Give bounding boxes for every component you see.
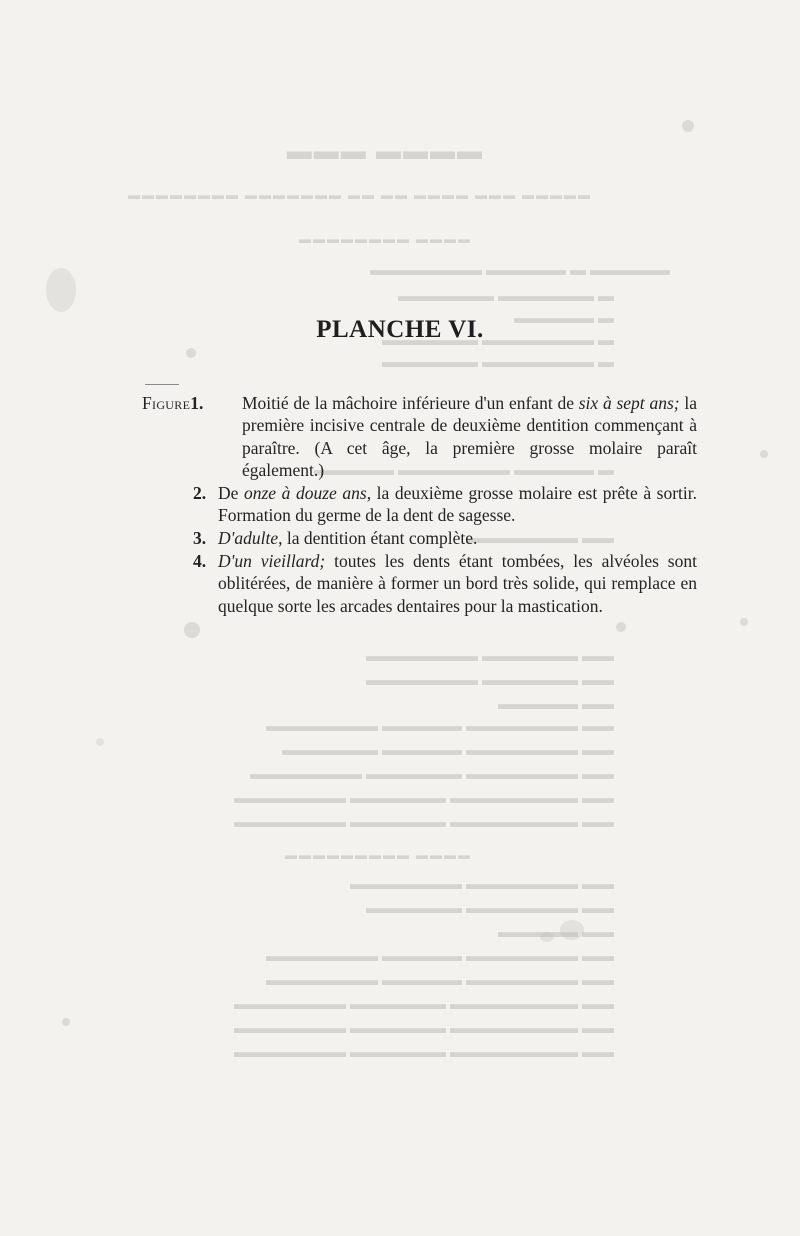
figure-word: Figure (142, 393, 191, 413)
paper-stain (740, 618, 748, 626)
figure-label (193, 527, 206, 549)
figure-number: 4. (193, 551, 207, 571)
figure-label (193, 550, 206, 572)
desc-age-italic: D'un vieillard; (218, 551, 326, 571)
figure-label (142, 392, 203, 414)
paper-stain (186, 348, 196, 358)
desc-text: , la deuxième grosse molaire est prête à sortir. Formation du germe de la dent de sagesse. (218, 483, 698, 526)
paper-stain (46, 268, 76, 312)
figure-number: 2. (193, 483, 207, 503)
figure-number: 1. (190, 393, 204, 413)
figure-description (218, 527, 697, 549)
desc-lead: De (218, 483, 244, 503)
desc-text: toutes les dents étant tombées, les alvéoles sont oblitérées, de manière à former un bord très solide, qui remplace en quelque sorte les arcades dentaires pour la mastication. (218, 551, 697, 616)
figure-description (242, 392, 697, 482)
paper-stain (540, 932, 554, 942)
desc-age-italic: D'adulte (218, 528, 279, 548)
desc-age-italic-cont: ans; (649, 393, 680, 413)
desc-age-italic: six à sept (578, 393, 645, 413)
paper-stain (96, 738, 104, 746)
desc-first-line: Moitié de la mâchoire inférieure d'un enfant de (242, 393, 579, 413)
desc-continuation: la première incisive centrale de deuxième dentition commençant à paraître. (A cet âge, la première grosse molaire paraît également.) (242, 393, 697, 481)
paper-stain (682, 120, 694, 132)
decorative-rule (145, 384, 179, 385)
paper-stain (616, 622, 626, 632)
paper-stain (560, 920, 584, 940)
figure-description (218, 482, 697, 527)
figure-number: 3. (193, 528, 207, 548)
figure-label (193, 482, 206, 504)
desc-age-italic: onze à douze ans (243, 483, 367, 503)
figure-description (218, 550, 697, 617)
plate-title: PLANCHE VI. (316, 316, 484, 343)
paper-stain (760, 450, 768, 458)
show-through: ▬▬▬▬ ▬▬▬ ▬▬▬▬▬ ▬▬▬ ▬▬▬▬ ▬▬ ▬▬ ▬▬▬▬▬▬▬ ▬▬▬▬▬▬▬▬ ▬▬▬▬ ▬▬▬▬▬▬▬▬ ▬▬▬▬▬ ▬ ▬▬▬▬▬ ▬▬▬▬▬▬▬ ▬ ▬▬▬▬▬▬ ▬▬▬▬▬▬ ▬ ▬▬▬▬▬ ▬ ▬▬▬▬▬▬▬ ▬▬▬▬▬▬ ▬ ▬▬▬▬▬▬▬ ▬▬▬▬▬▬ ▬ ▬▬▬▬▬ ▬▬▬▬▬▬▬ ▬▬▬▬▬ ▬▬ ▬▬▬▬▬▬▬ ▬▬ ▬▬▬▬▬▬ ▬▬▬▬▬▬▬ ▬▬ ▬▬▬▬▬▬ ▬▬▬▬▬▬▬ ▬▬ ▬▬▬▬▬ ▬▬ ▬▬▬▬▬▬▬ ▬▬▬▬▬ ▬▬▬▬▬▬▬ ▬▬ ▬▬▬▬▬▬▬ ▬▬▬▬▬ ▬▬▬▬▬▬ ▬▬ ▬▬▬▬▬▬▬ ▬▬▬▬▬▬ ▬▬▬▬▬▬▬ ▬▬ ▬▬▬▬▬▬▬▬ ▬▬▬▬▬▬ ▬▬▬▬▬▬▬ ▬▬ ▬▬▬▬▬▬▬▬ ▬▬▬▬▬▬ ▬▬▬▬▬▬▬ ▬▬▬▬ ▬▬▬▬▬▬▬▬▬ ▬▬ ▬▬▬▬▬▬▬ ▬▬▬▬▬▬▬ ▬▬ ▬▬▬▬▬▬▬ ▬▬▬▬▬▬ ▬▬ ▬▬▬▬▬ ▬▬ ▬▬▬▬▬▬▬ ▬▬▬▬▬ ▬▬▬▬▬▬▬ ▬▬ ▬▬▬▬▬▬▬ ▬▬▬▬▬ ▬▬▬▬▬▬▬ ▬▬ ▬▬▬▬▬▬▬▬ ▬▬▬▬▬▬ ▬▬▬▬▬▬▬ ▬▬ ▬▬▬▬▬▬▬▬ ▬▬▬▬▬▬ ▬▬▬▬▬▬▬ ▬▬ ▬▬▬▬▬▬▬▬ ▬▬▬▬▬▬ ▬▬▬▬▬▬▬ (126, 138, 670, 1061)
desc-text: , la dentition étant complète. (278, 528, 478, 548)
paper-stain (62, 1018, 70, 1026)
paper-stain (184, 622, 200, 638)
